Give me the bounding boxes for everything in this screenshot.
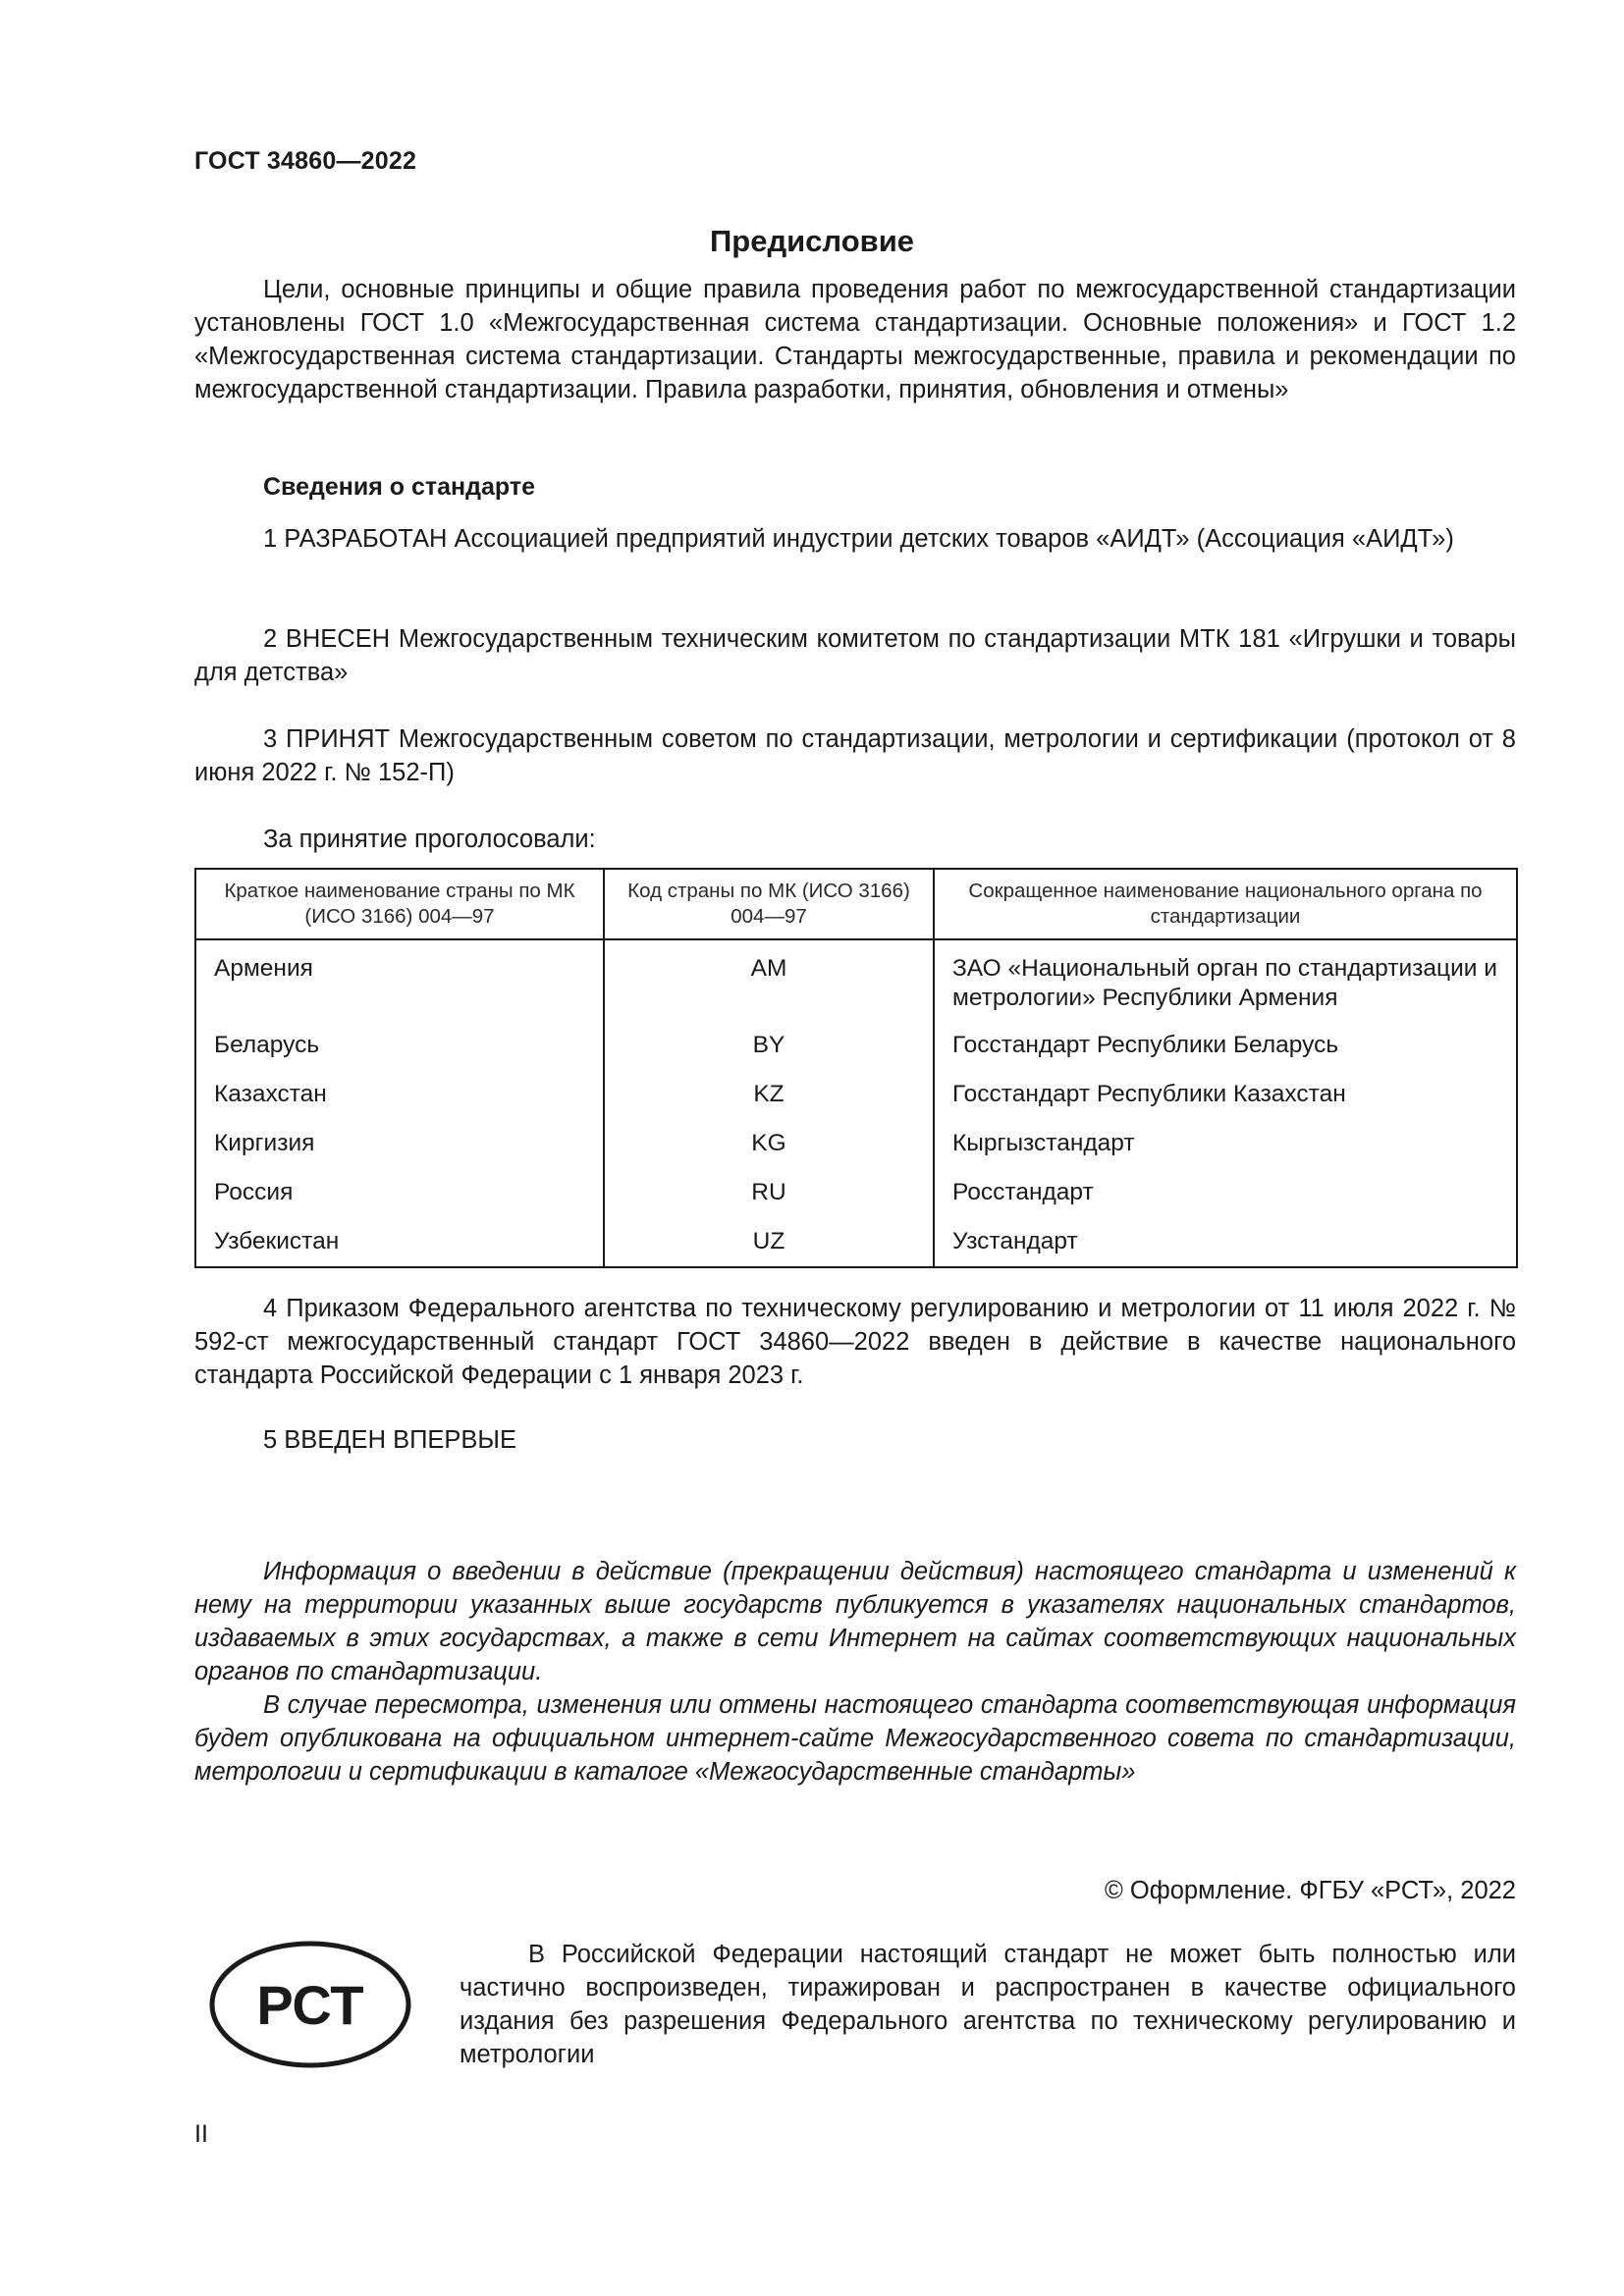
logo-text: РСТ xyxy=(256,1974,364,2036)
header-code: Код страны по МК (ИСО 3166) 004—97 xyxy=(604,869,934,939)
notice-paragraph-2: В случае пересмотра, изменения или отмены настоящего стандарта соответствующая информация будет опубликована на официальном интернет-сайте Межгосударственного совета по стандартизации, метрологии и сертификации в каталоге «Межгосударственные стандарты» xyxy=(194,1691,1516,1786)
header-national-body: Сокращенное наименование национального органа по стандартизации xyxy=(934,869,1517,939)
cell-national-body: Кыргызстандарт xyxy=(934,1129,1517,1178)
voting-table xyxy=(194,868,1518,1268)
cell-code: KZ xyxy=(604,1080,934,1129)
notice-paragraph-1: Информация о введении в действие (прекращении действия) настоящего стандарта и изменений к нему на территории указанных выше государств публикуется в указателях национальных стандартов, издаваемых в этих государствах, а также в сети Интернет на сайтах соответствующих национальных органов по стандартизации. xyxy=(194,1558,1516,1685)
cell-country: Узбекистан xyxy=(195,1227,604,1267)
table-row xyxy=(195,1031,1517,1080)
cell-country: Киргизия xyxy=(195,1129,604,1178)
document-id: ГОСТ 34860—2022 xyxy=(194,147,417,175)
item-submitted: 2 ВНЕСЕН Межгосударственным техническим комитетом по стандартизации МТК 181 «Игрушки и товары для детства» xyxy=(194,625,1516,686)
table-row xyxy=(195,939,1517,1031)
rights-notice: В Российской Федерации настоящий стандарт не может быть полностью или частично воспроизведен, тиражирован и распространен в качестве официального издания без разрешения Федерального агентства по техническому регулированию и метрологии xyxy=(460,1941,1516,2068)
table-header-row xyxy=(195,869,1517,939)
cell-national-body: Росстандарт xyxy=(934,1178,1517,1227)
cell-national-body: Госстандарт Республики Беларусь xyxy=(934,1031,1517,1080)
cell-country: Россия xyxy=(195,1178,604,1227)
header-country: Краткое наименование страны по МК (ИСО 3166) 004—97 xyxy=(195,869,604,939)
cell-national-body: Госстандарт Республики Казахстан xyxy=(934,1080,1517,1129)
item-adopted: 3 ПРИНЯТ Межгосударственным советом по стандартизации, метрологии и сертификации (протокол от 8 июня 2022 г. № 152-П) xyxy=(194,725,1516,786)
copyright-line: © Оформление. ФГБУ «РСТ», 2022 xyxy=(1105,1877,1516,1904)
item-enacted: 4 Приказом Федерального агентства по техническому регулированию и метрологии от 11 июля 2022 г. № 592-ст межгосударственный стандарт ГОСТ 34860—2022 введен в действие в качестве национального стандарта Российской Федерации с 1 января 2023 г. xyxy=(194,1295,1516,1389)
intro-paragraph: Цели, основные принципы и общие правила проведения работ по межгосударственной стандартизации установлены ГОСТ 1.0 «Межгосударственная система стандартизации. Основные положения» и ГОСТ 1.2 «Межгосударственная система стандартизации. Стандарты межгосударственные, правила и рекомендации по межгосударственной стандартизации. Правила разработки, принятия, обновления и отмены» xyxy=(194,276,1516,403)
rst-logo-icon xyxy=(206,1936,414,2073)
table-row xyxy=(195,1080,1517,1129)
table-row xyxy=(195,1129,1517,1178)
cell-code: KG xyxy=(604,1129,934,1178)
page-title: Предисловие xyxy=(709,224,914,258)
page-number: II xyxy=(194,2120,208,2148)
vote-label: За принятие проголосовали: xyxy=(263,826,596,853)
standard-info-heading: Сведения о стандарте xyxy=(263,473,536,501)
cell-code: AM xyxy=(604,939,934,1031)
table-row xyxy=(195,1178,1517,1227)
cell-code: RU xyxy=(604,1178,934,1227)
cell-country: Казахстан xyxy=(195,1080,604,1129)
cell-national-body: Узстандарт xyxy=(934,1227,1517,1267)
table-row xyxy=(195,1227,1517,1267)
cell-country: Армения xyxy=(195,939,604,1031)
cell-national-body: ЗАО «Национальный орган по стандартизации и метрологии» Республики Армения xyxy=(934,939,1517,1031)
cell-code: UZ xyxy=(604,1227,934,1267)
cell-country: Беларусь xyxy=(195,1031,604,1080)
item-developed: 1 РАЗРАБОТАН Ассоциацией предприятий индустрии детских товаров «АИДТ» (Ассоциация «АИДТ») xyxy=(263,525,1454,553)
item-first-introduced: 5 ВВЕДЕН ВПЕРВЫЕ xyxy=(263,1426,517,1454)
cell-code: BY xyxy=(604,1031,934,1080)
